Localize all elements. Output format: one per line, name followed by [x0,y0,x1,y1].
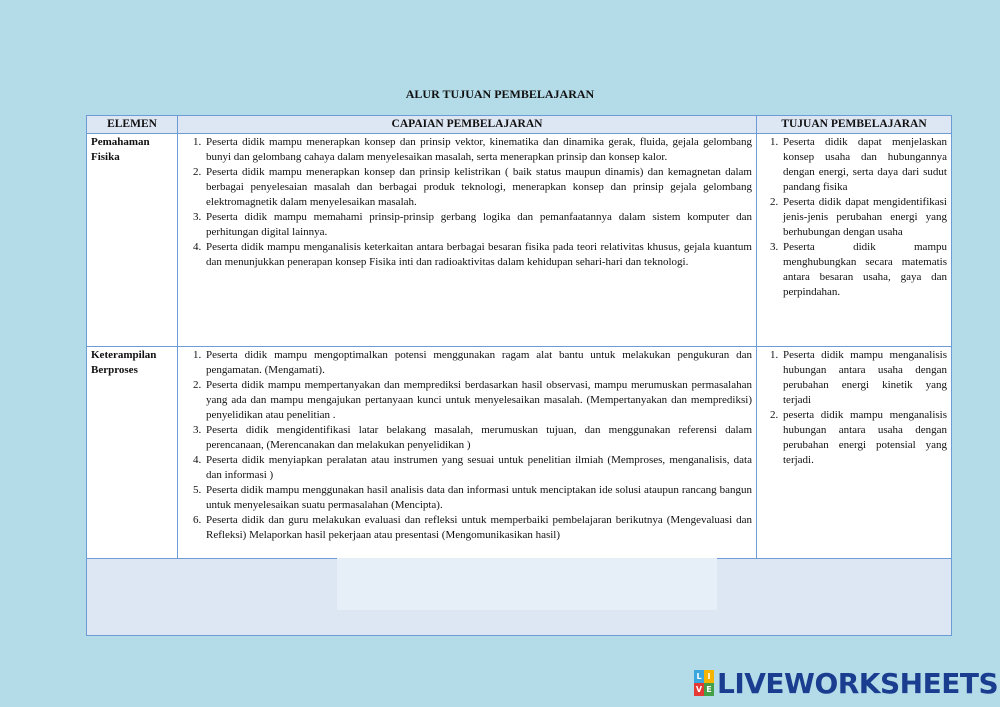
list-item: 2. peserta didik mampu menganalisis hubungan antara usaha dengan perubahan energi potensial yang terjadi. [781,408,947,468]
list-item: 5. Peserta didik mampu menggunakan hasil analisis data dan informasi untuk menciptakan ide solusi ataupun rancang bangun untuk menyelesaikan suatu permasalahan (Mencipta). [204,483,752,513]
capaian-cell [178,347,757,559]
header-row [87,116,952,134]
tujuan-list [761,135,947,300]
header-tujuan: TUJUAN PEMBELAJARAN [757,116,952,134]
list-item: 4. Peserta didik mampu menganalisis keterkaitan antara berbagai besaran fisika pada teori relativitas khusus, gejala kuantum dan menunjukkan penerapan konsep Fisika inti dan radioaktivitas dalam kehidupan sehari-hari dan teknologi. [204,240,752,270]
table-row [87,134,952,347]
list-item: 2. Peserta didik mampu mempertanyakan dan memprediksi berdasarkan hasil observasi, mampu merumuskan permasalahan yang ada dan mampu mengajukan pertanyaan kunci untuk menyelesaikan masalah. (Mempertanyakan dan memprediksi) penyelidikan atau penelitian . [204,378,752,423]
tujuan-list [761,348,947,468]
link-box[interactable] [337,558,717,610]
logo-letter-v: V [695,685,703,694]
list-item: 3. Peserta didik mampu menghubungkan secara matematis antara besaran usaha, gaya dan perpindahan. [781,240,947,300]
capaian-cell [178,134,757,347]
list-item: 3. Peserta didik mampu memahami prinsip-prinsip gerbang logika dan pemanfaatannya dalam sistem komputer dan perhitungan digital lainnya. [204,210,752,240]
table-row [87,347,952,559]
elemen-cell: Keterampilan Berproses [87,347,178,559]
page-title: ALUR TUJUAN PEMBELAJARAN [405,87,595,101]
list-item: 4. Peserta didik menyiapkan peralatan atau instrumen yang sesuai untuk penelitian ilmiah (Memproses, menganalisis, data dan informasi ) [204,453,752,483]
list-item: 1. Peserta didik mampu menerapkan konsep dan prinsip vektor, kinematika dan dinamika gerak, fluida, gejala gelombang bunyi dan gelombang cahaya dalam menyelesaikan masalah, serta menerapkan prinsip dan konsep kalor. [204,135,752,165]
tujuan-cell [757,347,952,559]
list-item: 1. Peserta didik mampu mengoptimalkan potensi menggunakan ragam alat bantu untuk melakukan pengukuran dan pengamatan. (Mengamati). [204,348,752,378]
logo-letter-l: L [694,670,704,683]
capaian-list [182,135,752,270]
list-item: 2. Peserta didik mampu menerapkan konsep dan prinsip kelistrikan ( baik status maupun dinamis) dan kemagnetan dalam berbagai penyelesaian masalah dan berbagai produk teknologi, menerapkan konsep dan prinsip gejala gelombang elektromagnetik dalam menyelesaikan masalah. [204,165,752,210]
list-item: 1. Peserta didik mampu menganalisis hubungan antara usaha dengan perubahan energi kinetik yang terjadi [781,348,947,408]
tujuan-cell [757,134,952,347]
header-elemen: ELEMEN [87,116,178,134]
header-capaian: CAPAIAN PEMBELAJARAN [178,116,757,134]
list-item: 3. Peserta didik mengidentifikasi latar belakang masalah, merumuskan tujuan, dan menggunakan referensi dalam perencanaan, (Merencanakan dan melakukan penyelidikan ) [204,423,752,453]
list-item: 2. Peserta didik dapat mengidentifikasi jenis-jenis perubahan energi yang berhubungan dengan usaha [781,195,947,240]
capaian-list [182,348,752,543]
logo-letter-e: E [704,683,714,696]
logo-letter-i: I [704,670,714,683]
brand-name: LIVEWORKSHEETS [717,666,999,700]
list-item: 6. Peserta didik dan guru melakukan evaluasi dan refleksi untuk memperbaiki pembelajaran berikutnya (Mengevaluasi dan Refleksi) Melaporkan hasil pekerjaan atau presentasi (Mengomunikasikan hasil) [204,513,752,543]
liveworksheets-icon [694,670,714,696]
list-item: 1. Peserta didik dapat menjelaskan konsep usaha dan hubungannya dengan energi, serta daya dari sudut pandang fisika [781,135,947,195]
elemen-cell: Pemahaman Fisika [87,134,178,347]
brand-logo [694,668,998,698]
